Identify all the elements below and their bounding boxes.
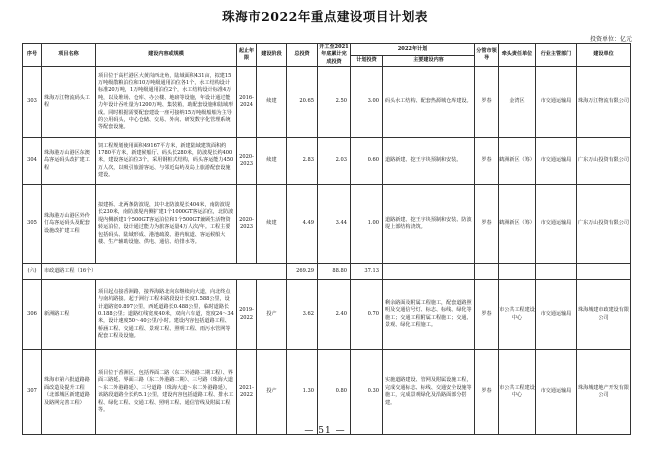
cell-no: 303	[23, 67, 42, 138]
header-dept: 行业主管部门	[536, 44, 577, 67]
cell-division: 罗春	[475, 185, 499, 264]
table-row	[23, 280, 631, 350]
cell-name: 新洲路工程	[42, 280, 96, 350]
header-name: 项目名称	[42, 44, 96, 67]
cell-lead: 金湾区	[499, 67, 536, 138]
cell-division: 罗春	[475, 67, 499, 138]
cell-lead: 鹤洲新区（筹）	[499, 138, 536, 185]
page-title: 珠海市2022年重点建设项目计划表	[222, 9, 428, 24]
cell-years: 2016-2024	[237, 67, 257, 138]
investment-unit-note: 投资单位：亿元	[589, 36, 632, 43]
cell-scope: 饲工程规划使用面积49167平方米，新建陆域建筑面积约1780平方米，新建候船厅、码头长280米，防波堤长约400米，建设客运泊位3个，采用钢桩式结构，码头客运能力450万人次，以吸引旅游客运、与邻近岛屿及岛上旅游配套设施建设。	[96, 138, 237, 185]
header-plan-content: 主要建设内容	[383, 55, 475, 67]
header-stage: 建设阶段	[257, 44, 287, 67]
subtotal-empty-builder	[577, 264, 631, 280]
cell-name: 珠海万江物流码头工程	[42, 67, 96, 138]
cell-lead: 市公共工程建设中心	[499, 280, 536, 350]
cell-dept: 市交通运输局	[536, 185, 577, 264]
header-total: 总投资	[287, 44, 318, 67]
cell-dept: 市交通运输局	[536, 350, 577, 435]
header-years: 起止年限	[237, 44, 257, 67]
cell-years: 2021-2022	[237, 350, 257, 435]
cell-plan-invest: 0.70	[351, 280, 383, 350]
subtotal-total: 269.29	[287, 264, 318, 280]
subtotal-empty-dept	[536, 264, 577, 280]
cell-plan-content: 道路新建、挖王字块预制和安装。	[383, 138, 475, 185]
cell-total: 1.30	[287, 350, 318, 435]
cell-name: 珠海港万山港区东澳岛客运码头改扩建工程	[42, 138, 96, 185]
header-no: 序号	[23, 44, 42, 67]
cell-plan-invest: 0.30	[351, 350, 383, 435]
cell-scope: 项目起点接香洲路，接界海路北向东继续向大道，向北终点与南坑路接。起于洲行工程本路段设计长度1.588公里，设计道路宽0.897公里，西延道路长0.488公里，临时道路长0.188公里；道路红线宽度40米，双向六车道，宽度24～34米，设计速度50～40公里/小时。建设内容包括道路工程、桥涵工程、交通工程、景观工程、照明工程、雨污水管网等配套工程及设施。	[96, 280, 237, 350]
table-row	[23, 67, 631, 138]
cell-stage: 续建	[257, 185, 287, 264]
cell-scope: 项目位于香洲区，包括界面二路（东二外港路二期工程）、界面三路延、界面三路（东二外港路二期）、三号路（珠海大道～东二外港路延）、三号道路（珠海大道～东二外港路延）。该路段道路全长约5.1公里，建设内容包括道路工程、排水工程、绿化工程、交通工程、照明工程、通信管线及附属工程等。	[96, 350, 237, 435]
cell-no: 307	[23, 350, 42, 435]
cell-years: 2019-2022	[237, 280, 257, 350]
cell-division: 罗春	[475, 350, 499, 435]
subtotal-name: 市政道路工程（16个）	[42, 264, 287, 280]
subtotal-no: (六)	[23, 264, 42, 280]
cell-no: 306	[23, 280, 42, 350]
subtotal-empty-lead	[499, 264, 536, 280]
cell-plan-content: 道路新建、挖王字块预制和安装、防波堤上部结构浇筑。	[383, 185, 475, 264]
cell-plan-invest: 0.60	[351, 138, 383, 185]
table-row	[23, 185, 631, 264]
cell-total: 3.62	[287, 280, 318, 350]
subtotal-plan-invest: 37.13	[351, 264, 383, 280]
cell-division: 罗春	[475, 138, 499, 185]
cell-no: 304	[23, 138, 42, 185]
cell-plan-content: 剩余路面及附属工程施工，配套道路照明及交通信号灯、标志、标线、绿化等施工；交通工程附属工程施工；交通、景观、绿化工程施工。	[383, 280, 475, 350]
header-plan-group: 2022年计划	[351, 44, 475, 56]
cell-builder: 广东万山投资有限公司	[577, 138, 631, 185]
cell-plan-content: 实施道路建设、管网及附属设施工程，完成交通标志、标线、交通安全设施等施工，完成景观绿化及沿路面部分搭建。	[383, 350, 475, 435]
cell-total: 2.83	[287, 138, 318, 185]
header-row	[23, 44, 631, 56]
header-completed: 开工至2021年底累计完成投资	[319, 44, 349, 65]
table-row	[23, 138, 631, 185]
cell-dept: 市交通运输局	[536, 280, 577, 350]
cell-years: 2020-2023	[237, 185, 257, 264]
cell-completed: 2.40	[318, 280, 351, 350]
subtotal-empty-division	[475, 264, 499, 280]
cell-dept: 市交通运输局	[536, 138, 577, 185]
cell-division: 罗春	[475, 280, 499, 350]
cell-years: 2020-2023	[237, 138, 257, 185]
cell-completed: 0.80	[318, 350, 351, 435]
subtotal-row	[23, 264, 631, 280]
cell-total: 4.49	[287, 185, 318, 264]
cell-stage: 投产	[257, 280, 287, 350]
cell-plan-invest: 3.00	[351, 67, 383, 138]
header-plan-invest: 计划投资	[351, 55, 383, 67]
cell-builder: 珠海万江物流有限公司	[577, 67, 631, 138]
table-row	[23, 350, 631, 435]
subtotal-completed: 88.80	[318, 264, 351, 280]
cell-builder: 珠海城建地产开发有限公司	[577, 350, 631, 435]
cell-stage: 投产	[257, 350, 287, 435]
cell-completed: 2.03	[318, 138, 351, 185]
cell-dept: 市交通运输局	[536, 67, 577, 138]
cell-stage: 续建	[257, 67, 287, 138]
cell-plan-content: 码头水工结构、配套热源城仓库建设。	[383, 67, 475, 138]
subtotal-empty-content	[383, 264, 475, 280]
page-number: — 51 —	[304, 426, 346, 436]
cell-lead: 市公共工程建设中心	[499, 350, 536, 435]
cell-plan-invest: 1.00	[351, 185, 383, 264]
cell-lead: 鹤洲新区（筹）	[499, 185, 536, 264]
header-division: 分管市领导	[475, 44, 499, 67]
cell-completed: 3.44	[318, 185, 351, 264]
cell-total: 20.65	[287, 67, 318, 138]
cell-name: 珠海市第六批道路路面改造及提升工程（北部城区新建道路及路网完善工程）	[42, 350, 96, 435]
header-builder: 建设单位	[577, 44, 631, 67]
cell-builder: 广东万山投资有限公司	[577, 185, 631, 264]
header-lead: 牵头责任单位	[499, 44, 536, 67]
cell-scope: 拟建拆、北两条防波堤，其中北防波堤长404米，南防波堤长230米，南防波堤内侧扩建1个1000GT客运泊位，北防波堤内侧新建1个500GT客运泊位和1个500GT兼顾生活物资转运泊位，设计通过能力为旅客运量4万人次/年。工程主要包括码头、陆域形成、港池疏浚、港内航道、客运候船大楼、生产辅助设施、供电、通信、给排水等。	[96, 185, 237, 264]
cell-scope: 项目位于高栏港区大黄岗西北角，陆域面积431亩，拟建15万吨级散粮泊位和10万吨级通用泊位各1个，水工结构设计标准20万吨，1万吨级通用泊位2个，水工结构设计标准4万吨，以及堆场、仓库、办公楼、地磅等设施，年设计通过能力年设计吞吐量为1200万吨、集装箱，助配套设施和陆域形成。同时根据需要配套建设一座可接纳15万吨级船舶为主导的公用码头，中心仓储、交易、外向、研发数字化管理系统等配套设施。	[96, 67, 237, 138]
project-plan-table	[22, 43, 631, 435]
header-scope: 建设内容或规模	[96, 44, 237, 67]
cell-completed: 2.50	[318, 67, 351, 138]
cell-name: 珠海港万山港区外伶仃岛客运码头及配套设施改扩建工程	[42, 185, 96, 264]
cell-builder: 珠海城建市政建设有限公司	[577, 280, 631, 350]
cell-stage: 续建	[257, 138, 287, 185]
cell-no: 305	[23, 185, 42, 264]
